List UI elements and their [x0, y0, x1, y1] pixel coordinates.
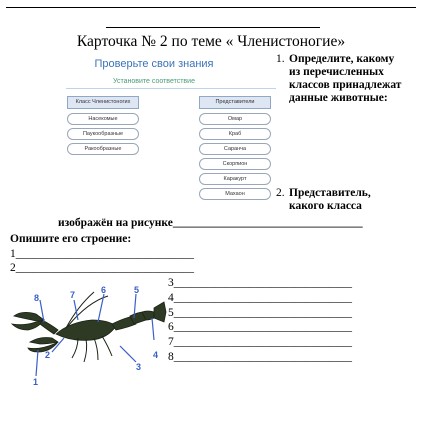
representative-swallowtail[interactable]: Махаон [199, 188, 271, 200]
figure-label-6: 6 [101, 285, 107, 295]
task-2-line: какого класса [289, 200, 362, 212]
task-1-line: Определите, какому [289, 53, 395, 65]
left-column-header: Класс Членистоногих [67, 96, 139, 109]
task-1-line: данные животные: [289, 92, 388, 104]
representative-lobster[interactable]: Омар [199, 113, 271, 125]
task-1 [276, 53, 285, 66]
card-title: Карточка № 2 по теме « Членистоногие» [76, 33, 346, 50]
panel-title: Проверьте свои знания [94, 58, 214, 70]
representative-scorpion[interactable]: Скорпион [199, 158, 271, 170]
figure-label-1: 1 [33, 377, 39, 387]
crayfish-body [12, 302, 166, 352]
answer-line-8[interactable]: 8_______________________________ [168, 351, 352, 363]
panel-subtitle: Установите соответствие [113, 78, 195, 85]
title-underline [106, 27, 320, 28]
figure-label-7: 7 [70, 290, 76, 300]
task-2 [276, 187, 285, 200]
top-rule [6, 7, 416, 8]
answer-line-6[interactable]: 6_______________________________ [168, 321, 352, 333]
representative-locust[interactable]: Саранча [199, 143, 271, 155]
task-2-text [289, 187, 371, 213]
task-2-continuation: изображён на рисунке_________________________________ [58, 217, 363, 229]
class-item-arachnids[interactable]: Паукообразные [67, 128, 139, 140]
class-item-crustaceans[interactable]: Ракообразные [67, 143, 139, 155]
task-2-number: 2. [276, 187, 285, 199]
figure-label-4: 4 [153, 350, 159, 360]
answer-line-2[interactable]: 2_______________________________ [10, 262, 194, 274]
describe-heading: Опишите его строение: [10, 233, 132, 245]
task-2-line: Представитель, [289, 187, 371, 199]
figure-label-8: 8 [34, 293, 40, 303]
panel-separator [66, 88, 276, 89]
answer-line-3[interactable]: 3_______________________________ [168, 277, 352, 289]
task-1-line: классов принадлежат [289, 79, 402, 91]
answer-line-4[interactable]: 4_______________________________ [168, 292, 352, 304]
answer-line-1[interactable]: 1_______________________________ [10, 248, 194, 260]
figure-label-5: 5 [134, 285, 140, 295]
answer-line-7[interactable]: 7_______________________________ [168, 336, 352, 348]
task-1-number: 1. [276, 53, 285, 65]
figure-label-2: 2 [45, 350, 51, 360]
answer-line-5[interactable]: 5_______________________________ [168, 307, 352, 319]
figure-label-3: 3 [136, 362, 142, 372]
task-1-text [289, 53, 401, 105]
task-1-line: из перечисленных [289, 66, 384, 78]
class-item-insects[interactable]: Насекомые [67, 113, 139, 125]
representative-crab[interactable]: Краб [199, 128, 271, 140]
right-column-header: Представители [199, 96, 271, 109]
representative-karakurt[interactable]: Каракурт [199, 173, 271, 185]
crayfish-figure [8, 282, 168, 392]
